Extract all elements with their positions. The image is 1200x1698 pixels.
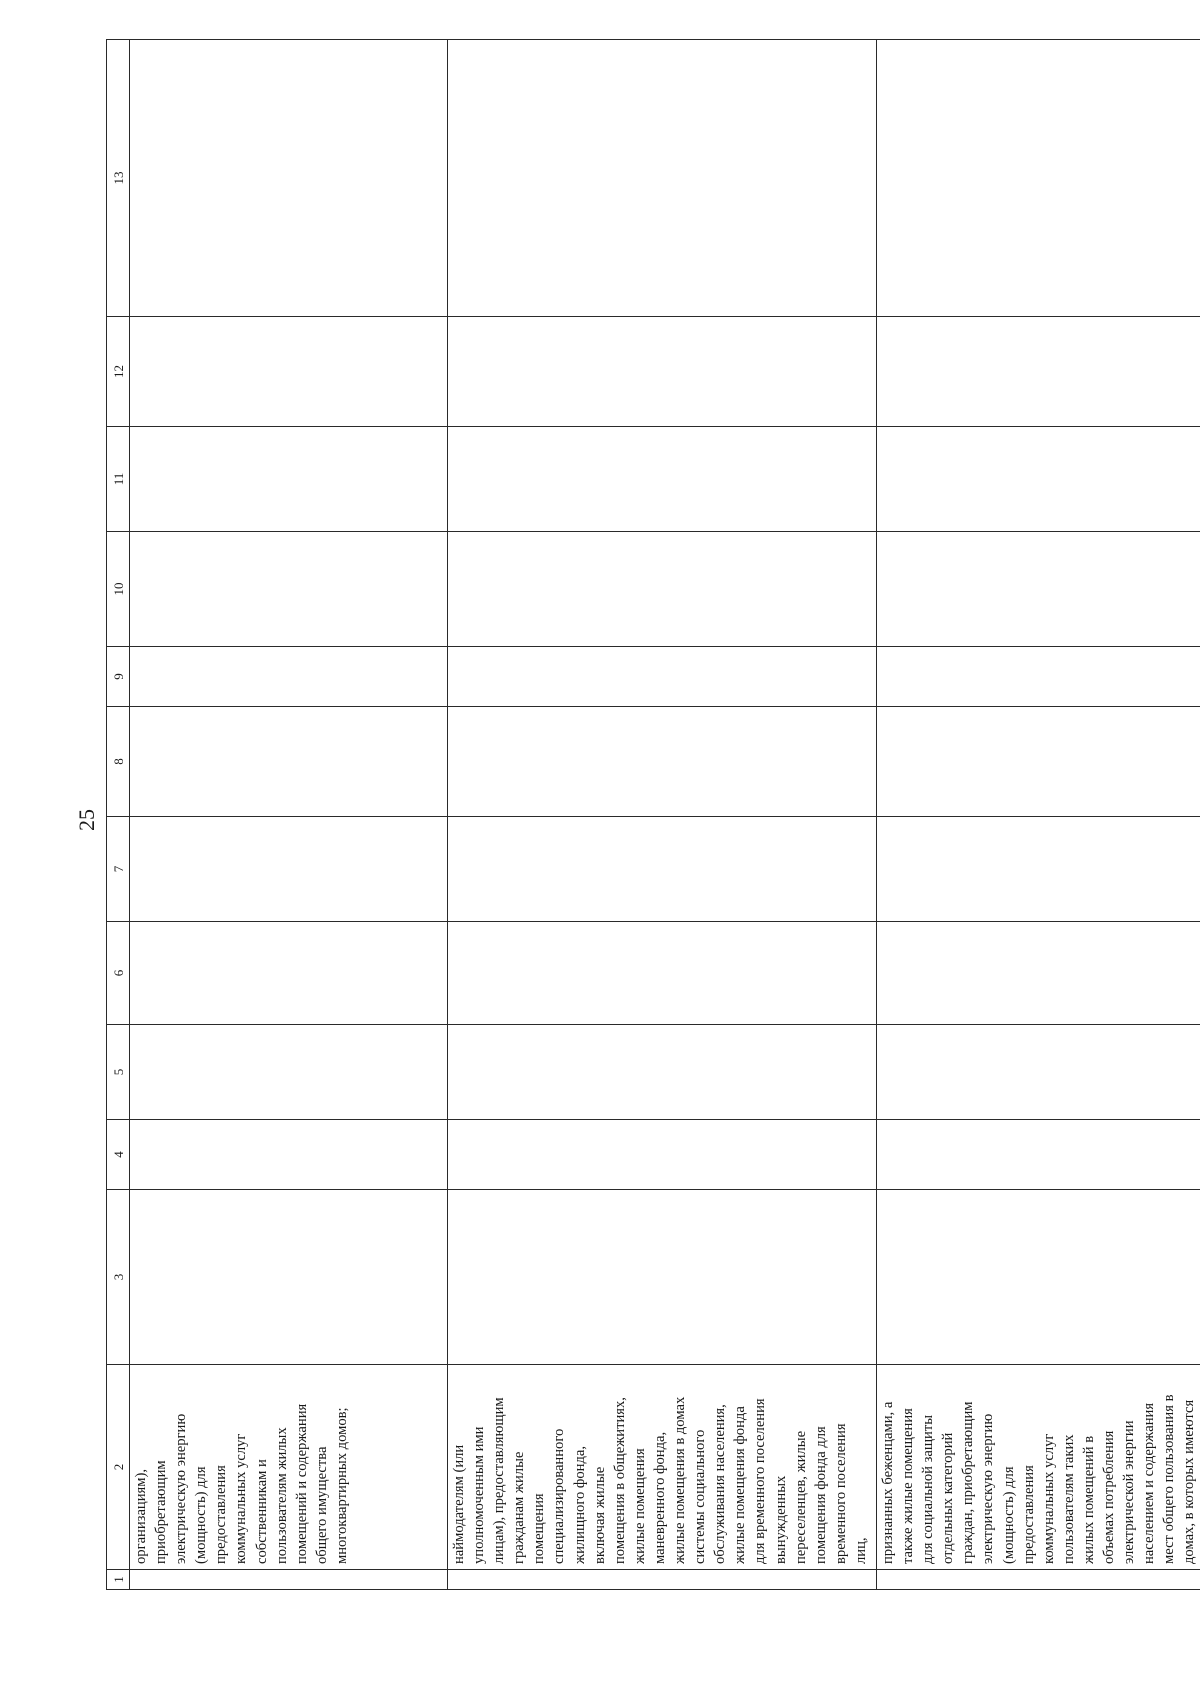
text-line: мест общего пользования в <box>1161 1394 1178 1564</box>
table-cell <box>448 532 877 647</box>
table-cell <box>448 707 877 817</box>
text-line: приобретающим <box>153 1460 170 1564</box>
text-line: коммунальных услуг <box>1040 1433 1057 1564</box>
text-line: электрической энергии <box>1121 1420 1138 1564</box>
column-number: 12 <box>107 317 130 427</box>
table-cell <box>448 922 877 1025</box>
text-line: (мощность) для <box>1000 1466 1017 1564</box>
table-cell <box>877 707 1200 817</box>
text-line: пользователям таких <box>1060 1434 1077 1564</box>
text-line: наймодателям (или <box>451 1444 467 1564</box>
column-number-row <box>107 40 130 1590</box>
text-line: помещения в общежитиях, <box>611 1397 628 1564</box>
column-number: 2 <box>107 1365 130 1570</box>
table-cell <box>130 1120 448 1190</box>
table-cell <box>130 1190 448 1365</box>
text-line: пользователям жилых <box>273 1427 290 1564</box>
table-cell <box>130 532 448 647</box>
table-cell <box>877 40 1200 317</box>
text-line: объемах потребления <box>1101 1430 1118 1564</box>
page-number: 25 <box>74 809 99 831</box>
text-line: гражданам жилые <box>511 1451 528 1564</box>
text-line: жилых помещений в <box>1080 1435 1097 1564</box>
text-line: отдельных категорий <box>940 1432 957 1564</box>
table-cell <box>130 40 448 317</box>
text-line: электрическую энергию <box>980 1413 997 1564</box>
table-cell <box>130 707 448 817</box>
table-cell <box>448 1190 877 1365</box>
text-line: специализированного <box>551 1428 568 1564</box>
table-cell <box>448 647 877 707</box>
text-line: предоставления <box>213 1465 230 1564</box>
text-line: (мощность) для <box>193 1466 210 1564</box>
text-line: общего имущества <box>313 1446 330 1564</box>
text-line: коммунальных услуг <box>233 1433 250 1564</box>
text-line: временного поселения <box>832 1423 849 1564</box>
table-cell <box>448 1025 877 1120</box>
text-line: жилые помещения фонда <box>732 1406 749 1564</box>
text-line: также жилые помещения <box>900 1408 917 1564</box>
text-line: переселенцев, жилые <box>792 1430 809 1564</box>
table-cell <box>877 1025 1200 1120</box>
table-cell <box>130 1025 448 1120</box>
table-cell <box>877 317 1200 427</box>
table-cell <box>448 1570 877 1590</box>
table-cell <box>448 427 877 532</box>
consumer-description-cell <box>448 1365 877 1570</box>
column-number: 13 <box>107 40 130 317</box>
text-line: для социальной защиты <box>920 1414 937 1564</box>
text-line: признанных беженцами, а <box>880 1401 896 1564</box>
text-line: электрическую энергию <box>173 1413 190 1564</box>
text-line: вынужденных <box>772 1475 789 1564</box>
text-line: населением и содержания <box>1141 1402 1158 1564</box>
table-cell <box>130 817 448 922</box>
text-line: предоставления <box>1020 1465 1037 1564</box>
table-cell <box>130 647 448 707</box>
text-line: включая жилые <box>591 1466 608 1564</box>
text-line: лицам), предоставляющим <box>491 1397 508 1564</box>
consumer-description-cell <box>877 1365 1200 1570</box>
column-number: 4 <box>107 1120 130 1190</box>
text-line: для временного поселения <box>752 1398 769 1564</box>
table-cell <box>448 317 877 427</box>
table-cell <box>130 427 448 532</box>
text-line: обслуживания населения, <box>712 1404 729 1564</box>
table-cell <box>448 817 877 922</box>
text-line: собственникам и <box>253 1459 270 1564</box>
column-number: 10 <box>107 532 130 647</box>
text-line: помещения <box>531 1493 548 1564</box>
table-cell <box>448 40 877 317</box>
text-line: многоквартирных домов; <box>333 1407 350 1564</box>
column-number: 8 <box>107 707 130 817</box>
table-row <box>130 40 448 1590</box>
table-cell <box>877 532 1200 647</box>
table-cell <box>877 647 1200 707</box>
text-line: жилые помещения в домах <box>672 1396 689 1564</box>
table-cell <box>130 1570 448 1590</box>
text-line: граждан, приобретающим <box>960 1401 977 1564</box>
text-line: системы социального <box>692 1429 709 1564</box>
table-cell <box>877 427 1200 532</box>
column-number: 1 <box>107 1570 130 1590</box>
text-line: жилые помещения <box>631 1448 648 1564</box>
table-cell <box>130 922 448 1025</box>
column-number: 11 <box>107 427 130 532</box>
text-line: уполномоченным ими <box>471 1426 488 1564</box>
table-cell <box>877 817 1200 922</box>
column-number: 6 <box>107 922 130 1025</box>
table-row <box>448 40 877 1590</box>
column-number: 7 <box>107 817 130 922</box>
table-cell <box>877 922 1200 1025</box>
tariff-table <box>106 39 1200 1590</box>
table-cell <box>130 317 448 427</box>
table-cell <box>877 1570 1200 1590</box>
text-line: организациям), <box>133 1469 149 1564</box>
column-number: 9 <box>107 647 130 707</box>
text-line: помещений и содержания <box>293 1403 310 1564</box>
tariff-table-rotated <box>106 40 1198 1590</box>
table-cell <box>877 1190 1200 1365</box>
text-line: помещения фонда для <box>812 1426 829 1564</box>
text-line: маневренного фонда, <box>651 1431 668 1564</box>
table-row <box>877 40 1200 1590</box>
consumer-description-cell <box>130 1365 448 1570</box>
text-line: жилищного фонда, <box>571 1445 588 1564</box>
text-line: лиц, <box>852 1537 869 1564</box>
table-cell <box>448 1120 877 1190</box>
table-cell <box>877 1120 1200 1190</box>
column-number: 3 <box>107 1190 130 1365</box>
column-number: 5 <box>107 1025 130 1120</box>
text-line: домах, в которых имеются <box>1181 1399 1198 1564</box>
